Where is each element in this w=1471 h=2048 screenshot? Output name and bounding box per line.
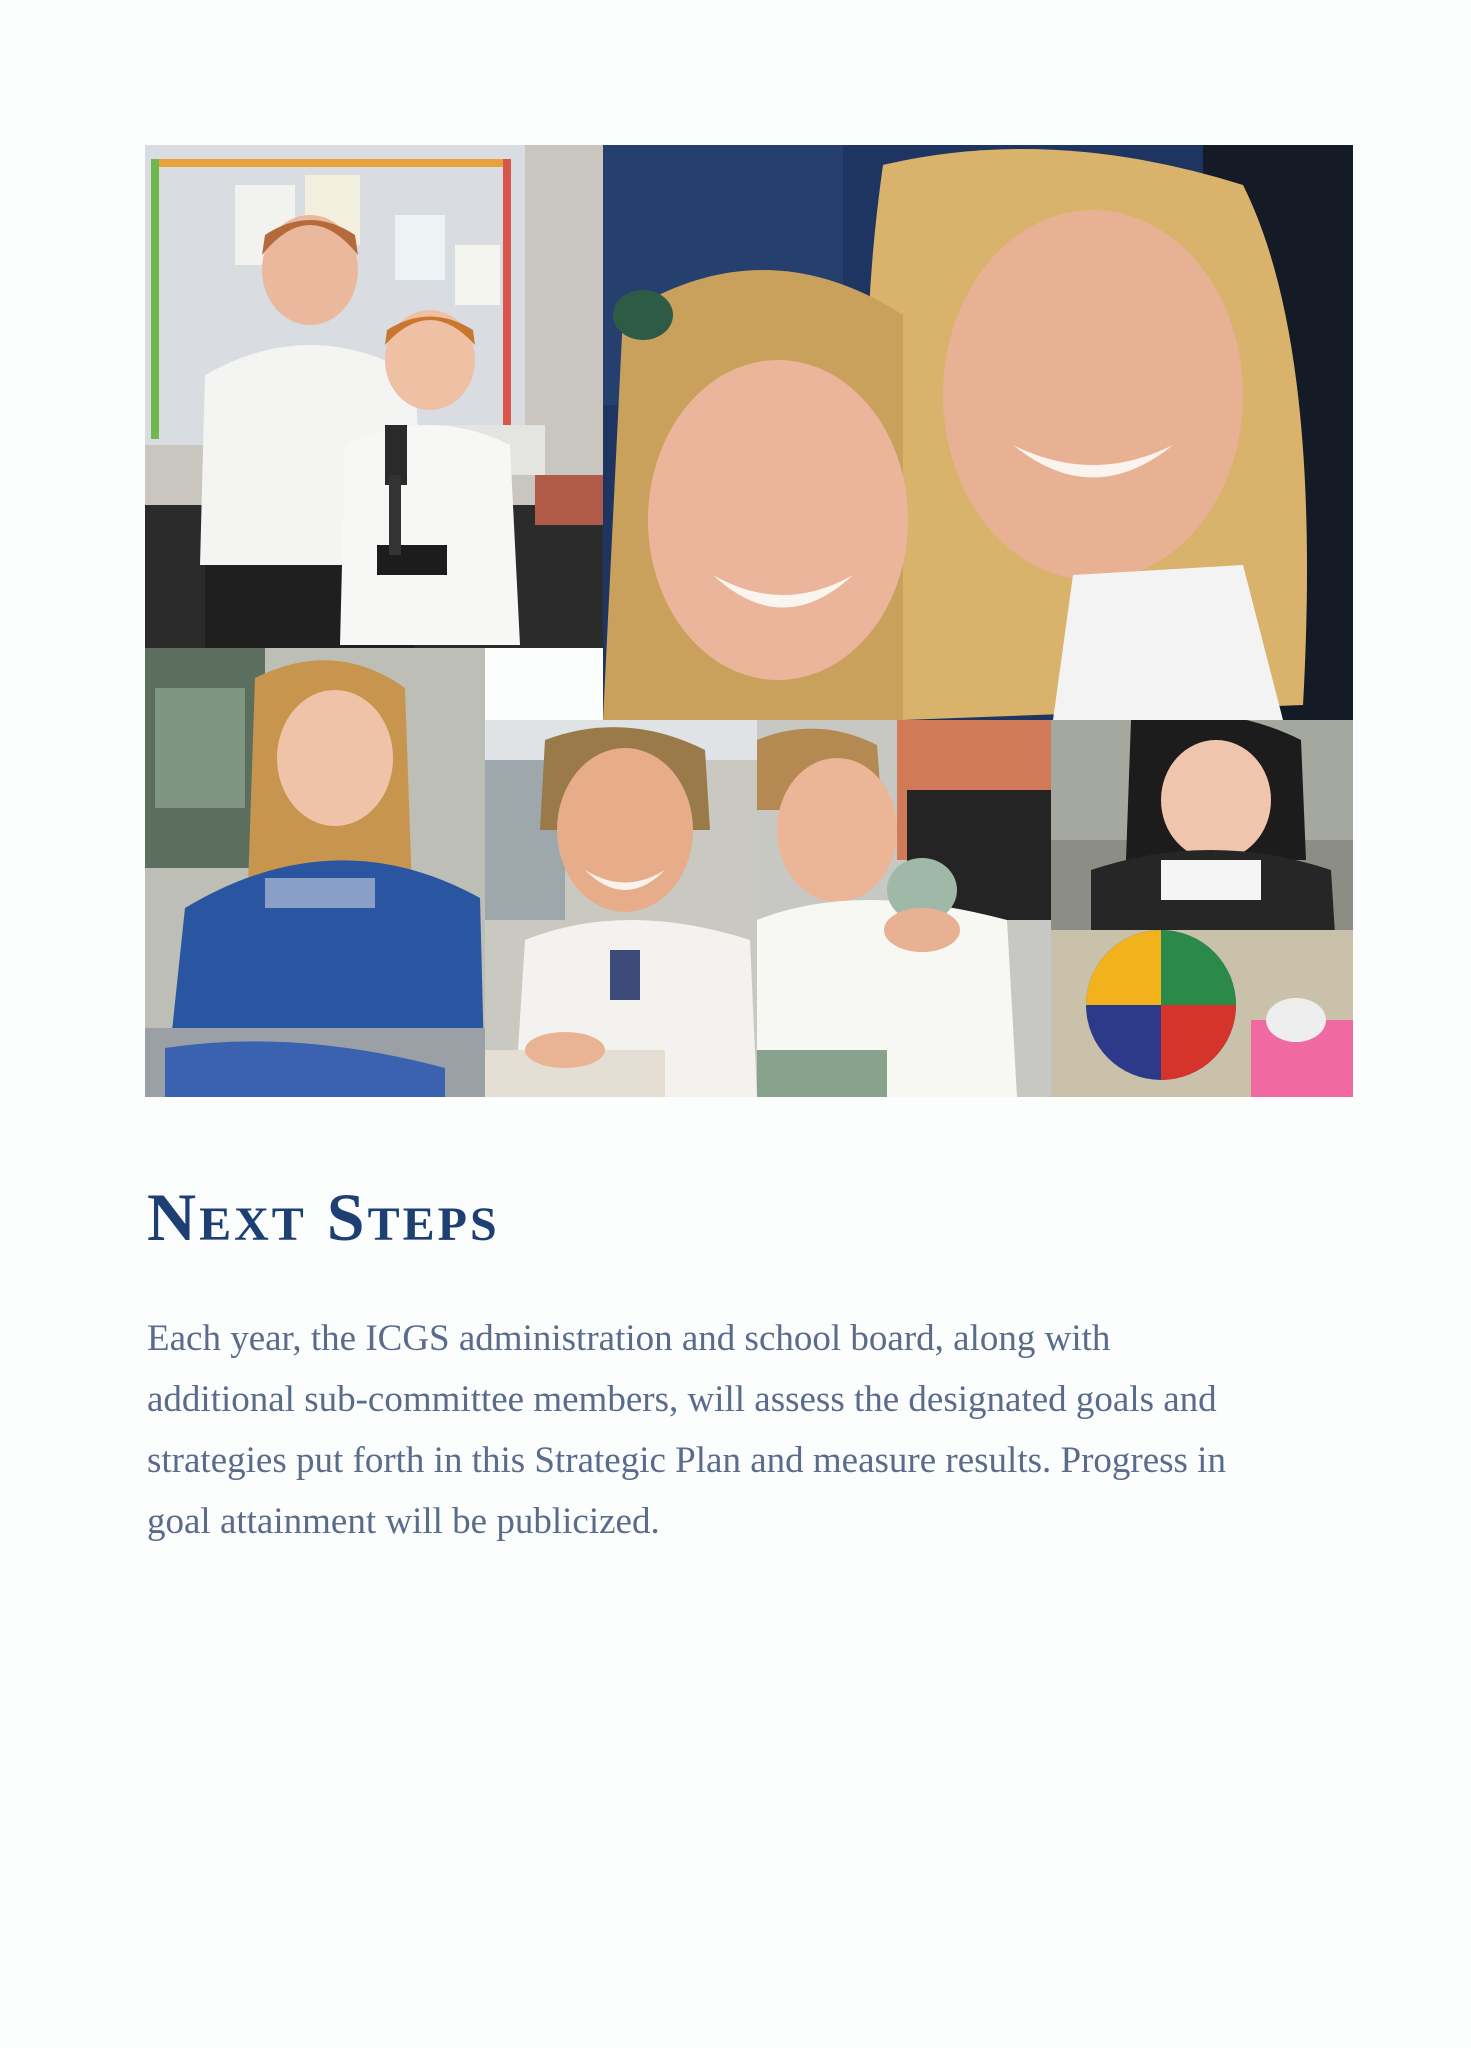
two-boys-with-microphone-photo	[145, 145, 603, 648]
smiling-boy-at-desk-photo	[485, 720, 757, 1097]
boy-holding-craft-photo	[757, 720, 1051, 1097]
photo-collage	[145, 145, 1353, 1097]
girl-coloring-photo	[1051, 720, 1353, 1097]
page-title: Next Steps	[147, 1179, 500, 1255]
body-paragraph: Each year, the ICGS administration and school board, along with additional sub-committee members, will assess the designated goals and strategies put forth in this Strategic Plan and measure results. Progress in goal attainment will be publicized.	[147, 1318, 1226, 1542]
two-smiling-girls-photo	[603, 145, 1353, 720]
girl-in-blue-sweatshirt-photo	[145, 648, 485, 1097]
